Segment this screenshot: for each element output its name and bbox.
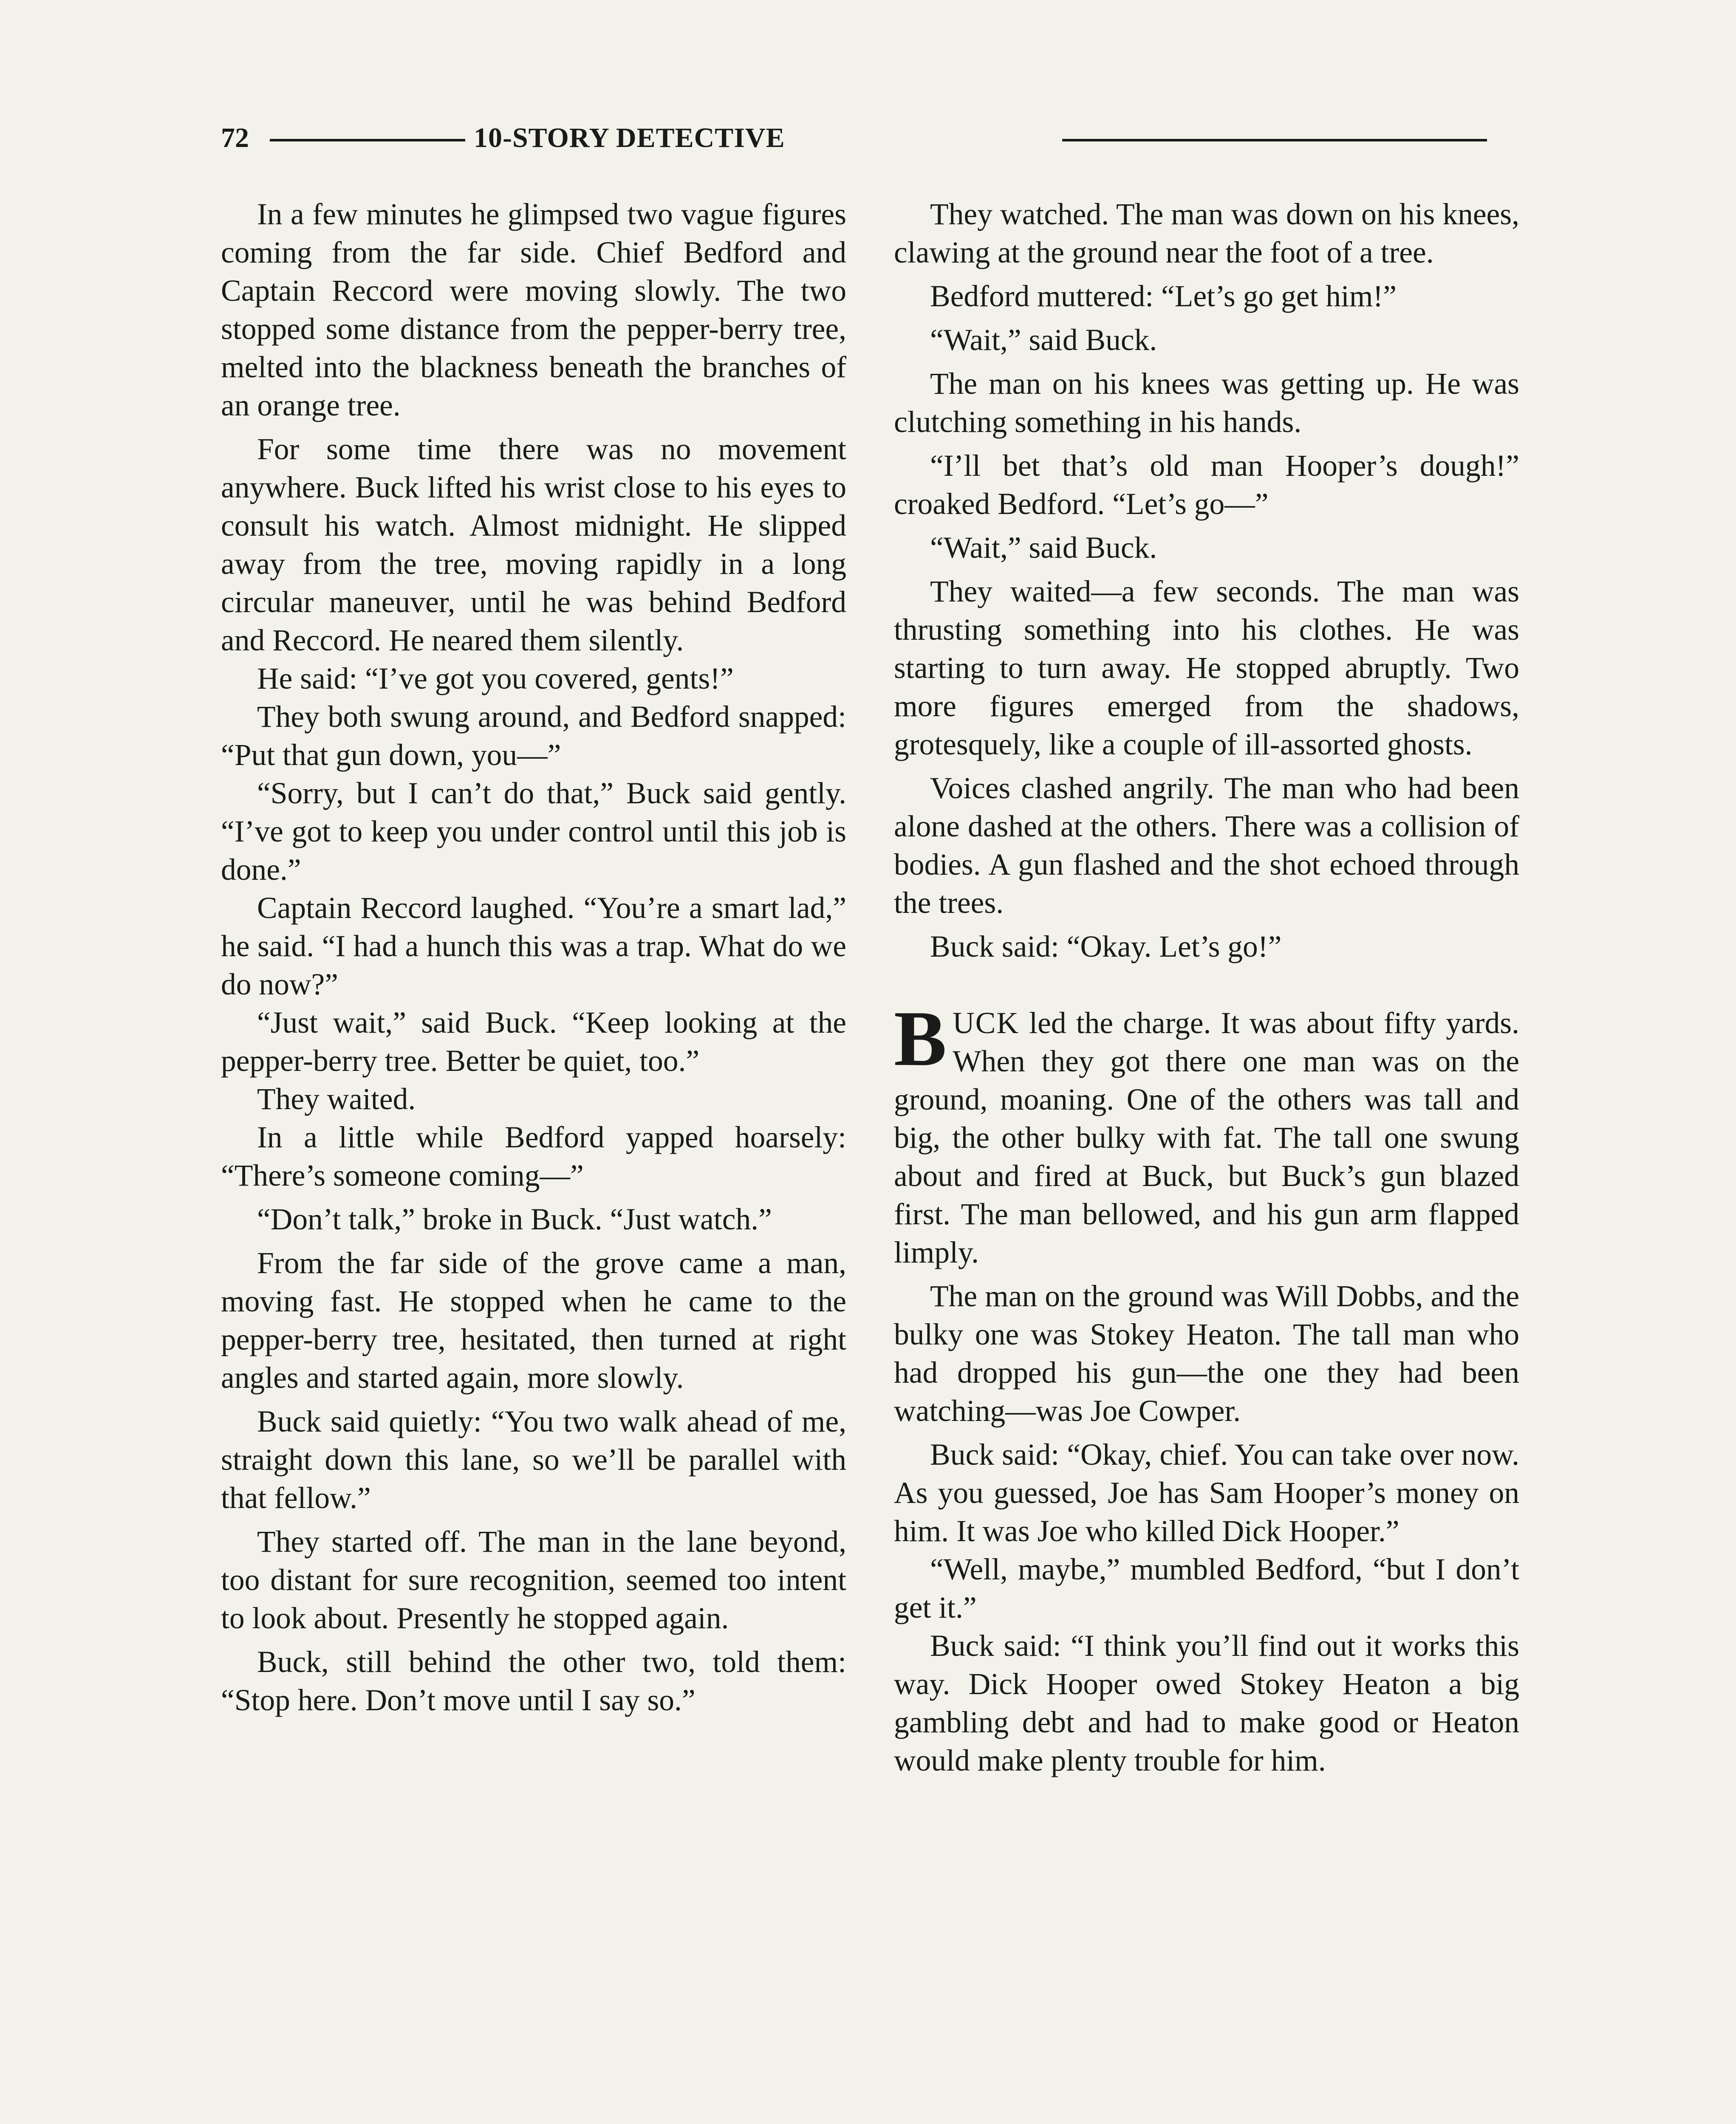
paragraph: Buck said: “Okay. Let’s go!” — [930, 930, 1282, 963]
paragraph: “Wait,” said Buck. — [930, 531, 1157, 565]
page-number: 72 — [221, 122, 249, 153]
paragraph: “Wait,” said Buck. — [930, 323, 1157, 357]
paragraph: Buck said: “I think you’ll find out it works this way. Dick Hooper owed Stokey Heaton a big gambling debt and had to make good or Heaton would make plenty trouble for him. — [894, 1629, 1519, 1777]
paragraph: “Just wait,” said Buck. “Keep looking at the pepper-berry tree. Better be quiet, too.” — [221, 1006, 846, 1078]
paragraph: They started off. The man in the lane beyond, too distant for sure recognition, seemed too intent to look about. Presently he stopped again. — [221, 1525, 846, 1635]
paragraph: In a few minutes he glimpsed two vague figures coming from the far side. Chief Bedford and Captain Reccord were moving slowly. The two stopped some distance from the pepper-berry tree, melted into the blackness beneath the branches of an orange tree. — [221, 198, 846, 422]
drop-cap: B — [894, 995, 947, 1082]
section-opening-paragraph — [894, 995, 1519, 1272]
paragraph: Buck said quietly: “You two walk ahead of me, straight down this lane, so we’ll be parallel with that fellow.” — [221, 1405, 846, 1515]
paragraph-text: led the charge. It was about fifty yards. When they got there one man was on the ground, moaning. One of the others was tall and big, the other bulky with fat. The tall one swung about and fired at Buck, but Buck’s gun blazed first. The man bellowed, and his gun arm flapped limply. — [894, 1006, 1519, 1269]
paragraph: He said: “I’ve got you covered, gents!” — [257, 662, 734, 695]
paragraph: They waited. — [257, 1082, 416, 1116]
left-column — [221, 195, 846, 1725]
paragraph: Buck, still behind the other two, told them: “Stop here. Don’t move until I say so.” — [221, 1645, 846, 1717]
paragraph: “I’ll bet that’s old man Hooper’s dough!” croaked Bedford. “Let’s go—” — [894, 449, 1519, 521]
right-column — [894, 195, 1519, 1780]
paragraph: Bedford muttered: “Let’s go get him!” — [930, 280, 1397, 313]
paragraph: The man on the ground was Will Dobbs, and the bulky one was Stokey Heaton. The tall man who had dropped his gun—the one they had been watching—was Joe Cowper. — [894, 1279, 1519, 1428]
paragraph: “Sorry, but I can’t do that,” Buck said gently. “I’ve got to keep you under control until this job is done.” — [221, 777, 846, 887]
paragraph: They waited—a few seconds. The man was thrusting something into his clothes. He was starting to turn away. He stopped abruptly. Two more figures emerged from the shadows, grotesquely, like a couple of ill-assorted ghosts. — [894, 575, 1519, 761]
paragraph: Captain Reccord laughed. “You’re a smart lad,” he said. “I had a hunch this was a trap. What do we do now?” — [221, 891, 846, 1001]
small-caps-lead: UCK — [953, 1006, 1020, 1040]
paragraph: They both swung around, and Bedford snapped: “Put that gun down, you—” — [221, 700, 846, 772]
header-rule-right — [1062, 139, 1487, 141]
paragraph: Voices clashed angrily. The man who had been alone dashed at the others. There was a collision of bodies. A gun flashed and the shot echoed through the trees. — [894, 771, 1519, 920]
running-header — [221, 113, 1513, 164]
paragraph: Buck said: “Okay, chief. You can take over now. As you guessed, Joe has Sam Hooper’s money on him. It was Joe who killed Dick Hooper.” — [894, 1438, 1519, 1548]
paragraph: For some time there was no movement anywhere. Buck lifted his wrist close to his eyes to consult his watch. Almost midnight. He slipped away from the tree, moving rapidly in a long circular maneuver, until he was behind Bedford and Reccord. He neared them silently. — [221, 432, 846, 657]
paragraph: In a little while Bedford yapped hoarsely: “There’s someone coming—” — [221, 1121, 846, 1192]
paragraph: They watched. The man was down on his knees, clawing at the ground near the foot of a tree. — [894, 198, 1519, 269]
paragraph: “Well, maybe,” mumbled Bedford, “but I don’t get it.” — [894, 1553, 1519, 1624]
paragraph: The man on his knees was getting up. He was clutching something in his hands. — [894, 367, 1519, 439]
header-rule-left — [270, 139, 465, 141]
paragraph: “Don’t talk,” broke in Buck. “Just watch.” — [257, 1203, 772, 1236]
magazine-title: 10-STORY DETECTIVE — [474, 122, 785, 153]
paragraph: From the far side of the grove came a man, moving fast. He stopped when he came to the pepper-berry tree, hesitated, then turned at right angles and started again, more slowly. — [221, 1246, 846, 1395]
